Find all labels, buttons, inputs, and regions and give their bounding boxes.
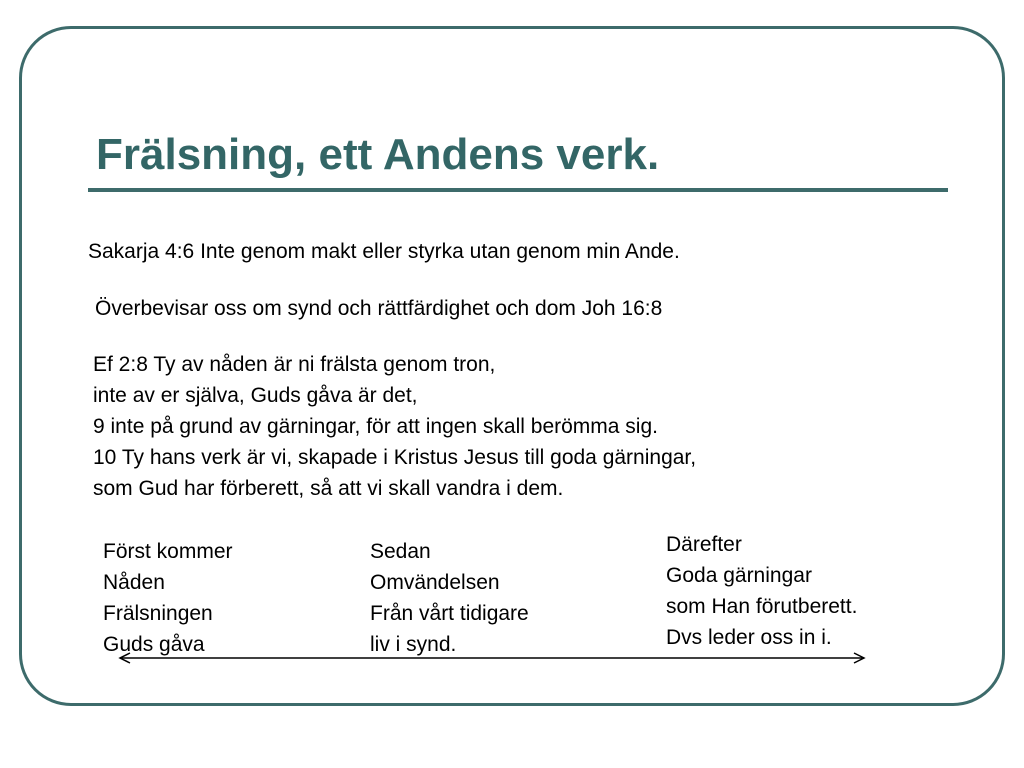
verse-line: 10 Ty hans verk är vi, skapade i Kristus Jesus till goda gärningar, bbox=[93, 446, 697, 469]
verse-line: 9 inte på grund av gärningar, för att ingen skall berömma sig. bbox=[93, 415, 658, 438]
column-line: Guds gåva bbox=[103, 633, 205, 656]
column-line: Från vårt tidigare bbox=[370, 602, 529, 625]
verse-line: Ef 2:8 Ty av nåden är ni frälsta genom tron, bbox=[93, 353, 496, 376]
column-line: Sedan bbox=[370, 540, 431, 563]
column-line: Goda gärningar bbox=[666, 564, 812, 587]
column-line: Omvändelsen bbox=[370, 571, 500, 594]
column-line: Frälsningen bbox=[103, 602, 213, 625]
slide-title: Frälsning, ett Andens verk. bbox=[96, 130, 660, 179]
timeline-arrow bbox=[118, 648, 866, 668]
column-after bbox=[666, 529, 857, 653]
column-line: som Han förutberett. bbox=[666, 595, 858, 618]
column-line: Nåden bbox=[103, 571, 165, 594]
column-first bbox=[103, 536, 233, 660]
column-line: liv i synd. bbox=[370, 633, 457, 656]
column-line: Först kommer bbox=[103, 540, 233, 563]
column-line: Därefter bbox=[666, 533, 742, 556]
verse-efesier bbox=[93, 349, 696, 504]
verse-joh: Överbevisar oss om synd och rättfärdighet och dom Joh 16:8 bbox=[95, 297, 663, 320]
column-then bbox=[370, 536, 529, 660]
verse-sakarja: Sakarja 4:6 Inte genom makt eller styrka utan genom min Ande. bbox=[88, 240, 680, 263]
verse-line: som Gud har förberett, så att vi skall vandra i dem. bbox=[93, 477, 564, 500]
verse-line: inte av er själva, Guds gåva är det, bbox=[93, 384, 418, 407]
title-underline bbox=[88, 188, 948, 192]
column-line: Dvs leder oss in i. bbox=[666, 626, 832, 649]
